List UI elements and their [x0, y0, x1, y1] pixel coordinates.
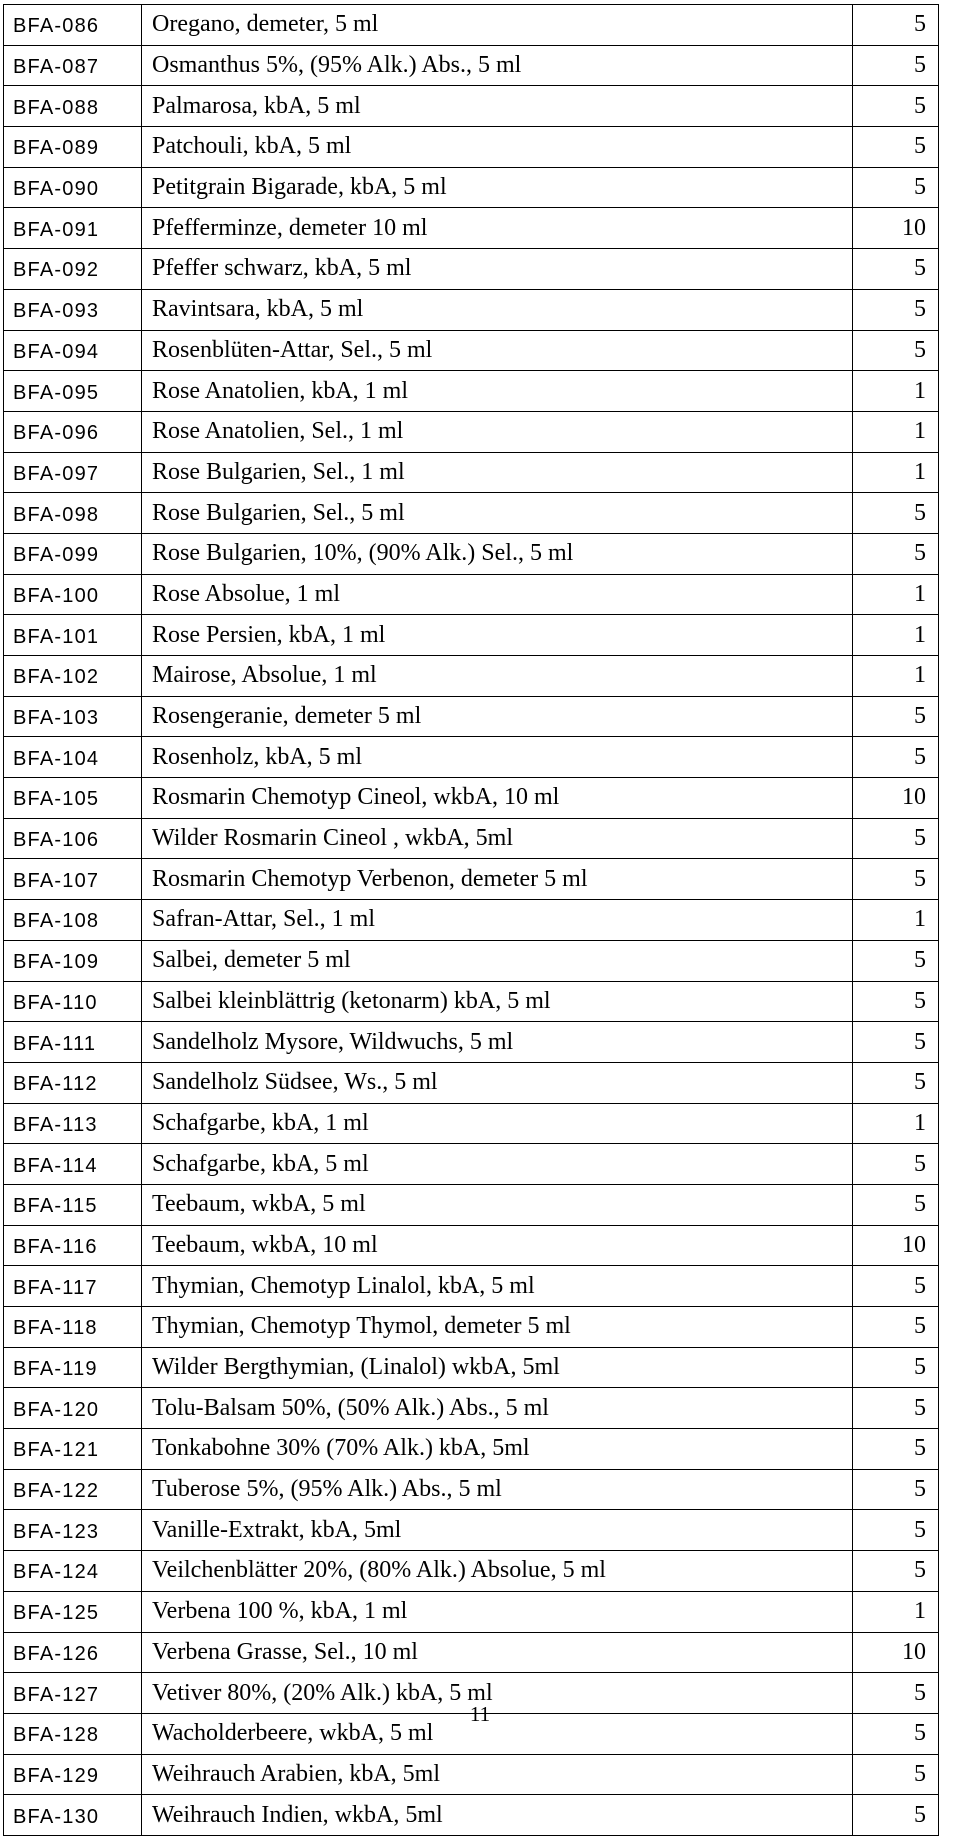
product-description: Rose Persien, kbA, 1 ml — [142, 615, 853, 656]
table-row — [4, 1225, 939, 1266]
product-description: Pfeffer schwarz, kbA, 5 ml — [142, 249, 853, 290]
product-code: BFA-101 — [4, 615, 142, 656]
product-quantity: 5 — [853, 1266, 939, 1307]
product-code: BFA-128 — [4, 1713, 142, 1754]
product-code: BFA-099 — [4, 533, 142, 574]
table-row — [4, 900, 939, 941]
table-row — [4, 981, 939, 1022]
product-quantity: 5 — [853, 1469, 939, 1510]
product-quantity: 5 — [853, 859, 939, 900]
product-code: BFA-089 — [4, 127, 142, 168]
product-description: Sandelholz Südsee, Ws., 5 ml — [142, 1062, 853, 1103]
product-quantity: 5 — [853, 289, 939, 330]
table-row — [4, 574, 939, 615]
table-row — [4, 127, 939, 168]
product-description: Rose Anatolien, kbA, 1 ml — [142, 371, 853, 412]
product-code: BFA-106 — [4, 818, 142, 859]
product-code: BFA-102 — [4, 656, 142, 697]
table-row — [4, 818, 939, 859]
product-description: Safran-Attar, Sel., 1 ml — [142, 900, 853, 941]
product-quantity: 5 — [853, 249, 939, 290]
table-row — [4, 1307, 939, 1348]
product-quantity: 5 — [853, 86, 939, 127]
product-quantity: 5 — [853, 1673, 939, 1714]
product-code: BFA-096 — [4, 411, 142, 452]
product-code: BFA-087 — [4, 45, 142, 86]
product-quantity: 1 — [853, 574, 939, 615]
table-row — [4, 493, 939, 534]
table-row — [4, 289, 939, 330]
product-code: BFA-129 — [4, 1754, 142, 1795]
product-description: Wilder Bergthymian, (Linalol) wkbA, 5ml — [142, 1347, 853, 1388]
product-description: Schafgarbe, kbA, 5 ml — [142, 1144, 853, 1185]
product-code: BFA-117 — [4, 1266, 142, 1307]
product-description: Thymian, Chemotyp Thymol, demeter 5 ml — [142, 1307, 853, 1348]
product-quantity: 5 — [853, 1713, 939, 1754]
product-code: BFA-119 — [4, 1347, 142, 1388]
product-code: BFA-094 — [4, 330, 142, 371]
product-description: Wacholderbeere, wkbA, 5 ml — [142, 1713, 853, 1754]
product-quantity: 5 — [853, 1347, 939, 1388]
product-description: Rosenblüten-Attar, Sel., 5 ml — [142, 330, 853, 371]
table-row — [4, 1266, 939, 1307]
product-quantity: 5 — [853, 1307, 939, 1348]
table-row — [4, 1429, 939, 1470]
product-code: BFA-127 — [4, 1673, 142, 1714]
product-description: Veilchenblätter 20%, (80% Alk.) Absolue, 5 ml — [142, 1551, 853, 1592]
table-row — [4, 1551, 939, 1592]
product-quantity: 1 — [853, 900, 939, 941]
product-code: BFA-120 — [4, 1388, 142, 1429]
product-code: BFA-122 — [4, 1469, 142, 1510]
product-description: Tolu-Balsam 50%, (50% Alk.) Abs., 5 ml — [142, 1388, 853, 1429]
product-code: BFA-109 — [4, 940, 142, 981]
product-quantity: 5 — [853, 330, 939, 371]
product-code: BFA-112 — [4, 1062, 142, 1103]
product-quantity: 5 — [853, 1795, 939, 1836]
product-quantity: 5 — [853, 940, 939, 981]
table-row — [4, 452, 939, 493]
product-code: BFA-110 — [4, 981, 142, 1022]
product-code: BFA-116 — [4, 1225, 142, 1266]
table-row — [4, 940, 939, 981]
product-quantity: 5 — [853, 1754, 939, 1795]
product-quantity: 1 — [853, 656, 939, 697]
product-description: Rose Bulgarien, Sel., 5 ml — [142, 493, 853, 534]
table-row — [4, 1184, 939, 1225]
product-description: Teebaum, wkbA, 5 ml — [142, 1184, 853, 1225]
product-quantity: 10 — [853, 778, 939, 819]
product-quantity: 5 — [853, 1429, 939, 1470]
table-row — [4, 1754, 939, 1795]
table-row — [4, 1388, 939, 1429]
product-code: BFA-124 — [4, 1551, 142, 1592]
product-description: Salbei, demeter 5 ml — [142, 940, 853, 981]
product-description: Oregano, demeter, 5 ml — [142, 5, 853, 46]
product-quantity: 1 — [853, 615, 939, 656]
table-row — [4, 45, 939, 86]
product-description: Weihrauch Indien, wkbA, 5ml — [142, 1795, 853, 1836]
product-description: Rose Absolue, 1 ml — [142, 574, 853, 615]
product-code: BFA-100 — [4, 574, 142, 615]
table-row — [4, 533, 939, 574]
product-quantity: 5 — [853, 127, 939, 168]
product-code: BFA-118 — [4, 1307, 142, 1348]
product-description: Wilder Rosmarin Cineol , wkbA, 5ml — [142, 818, 853, 859]
product-quantity: 5 — [853, 1144, 939, 1185]
product-code: BFA-088 — [4, 86, 142, 127]
product-code: BFA-114 — [4, 1144, 142, 1185]
product-description: Petitgrain Bigarade, kbA, 5 ml — [142, 167, 853, 208]
product-quantity: 5 — [853, 1184, 939, 1225]
product-code: BFA-113 — [4, 1103, 142, 1144]
table-row — [4, 86, 939, 127]
product-code: BFA-093 — [4, 289, 142, 330]
table-row — [4, 737, 939, 778]
product-code: BFA-123 — [4, 1510, 142, 1551]
product-description: Mairose, Absolue, 1 ml — [142, 656, 853, 697]
table-row — [4, 656, 939, 697]
product-quantity: 5 — [853, 533, 939, 574]
product-description: Salbei kleinblättrig (ketonarm) kbA, 5 ml — [142, 981, 853, 1022]
product-quantity: 5 — [853, 167, 939, 208]
product-description: Vanille-Extrakt, kbA, 5ml — [142, 1510, 853, 1551]
product-code: BFA-090 — [4, 167, 142, 208]
table-row — [4, 1591, 939, 1632]
table-row — [4, 1144, 939, 1185]
product-quantity: 5 — [853, 1022, 939, 1063]
product-quantity: 10 — [853, 208, 939, 249]
product-code: BFA-097 — [4, 452, 142, 493]
table-row — [4, 1022, 939, 1063]
product-quantity: 5 — [853, 696, 939, 737]
product-code: BFA-115 — [4, 1184, 142, 1225]
product-quantity: 5 — [853, 1510, 939, 1551]
table-row — [4, 208, 939, 249]
product-quantity: 5 — [853, 45, 939, 86]
product-description: Verbena 100 %, kbA, 1 ml — [142, 1591, 853, 1632]
product-code: BFA-104 — [4, 737, 142, 778]
product-table-body — [4, 5, 939, 1836]
product-description: Ravintsara, kbA, 5 ml — [142, 289, 853, 330]
product-code: BFA-121 — [4, 1429, 142, 1470]
product-description: Rosenholz, kbA, 5 ml — [142, 737, 853, 778]
table-row — [4, 1469, 939, 1510]
product-code: BFA-126 — [4, 1632, 142, 1673]
table-row — [4, 1632, 939, 1673]
product-quantity: 10 — [853, 1225, 939, 1266]
product-description: Rose Anatolien, Sel., 1 ml — [142, 411, 853, 452]
product-code: BFA-103 — [4, 696, 142, 737]
product-quantity: 1 — [853, 1103, 939, 1144]
product-quantity: 5 — [853, 1062, 939, 1103]
product-description: Tonkabohne 30% (70% Alk.) kbA, 5ml — [142, 1429, 853, 1470]
product-quantity: 5 — [853, 818, 939, 859]
product-quantity: 1 — [853, 371, 939, 412]
product-table — [3, 4, 939, 1836]
table-row — [4, 411, 939, 452]
product-code: BFA-086 — [4, 5, 142, 46]
table-row — [4, 371, 939, 412]
product-quantity: 1 — [853, 1591, 939, 1632]
product-description: Teebaum, wkbA, 10 ml — [142, 1225, 853, 1266]
table-row — [4, 1510, 939, 1551]
product-description: Thymian, Chemotyp Linalol, kbA, 5 ml — [142, 1266, 853, 1307]
product-code: BFA-105 — [4, 778, 142, 819]
product-quantity: 5 — [853, 1551, 939, 1592]
product-quantity: 1 — [853, 411, 939, 452]
table-row — [4, 330, 939, 371]
product-description: Pfefferminze, demeter 10 ml — [142, 208, 853, 249]
table-row — [4, 778, 939, 819]
table-row — [4, 615, 939, 656]
product-code: BFA-111 — [4, 1022, 142, 1063]
product-quantity: 5 — [853, 981, 939, 1022]
product-description: Palmarosa, kbA, 5 ml — [142, 86, 853, 127]
product-code: BFA-108 — [4, 900, 142, 941]
product-code: BFA-125 — [4, 1591, 142, 1632]
table-row — [4, 5, 939, 46]
table-row — [4, 167, 939, 208]
product-code: BFA-091 — [4, 208, 142, 249]
product-description: Sandelholz Mysore, Wildwuchs, 5 ml — [142, 1022, 853, 1063]
product-code: BFA-098 — [4, 493, 142, 534]
product-description: Osmanthus 5%, (95% Alk.) Abs., 5 ml — [142, 45, 853, 86]
table-row — [4, 1062, 939, 1103]
product-code: BFA-092 — [4, 249, 142, 290]
product-description: Verbena Grasse, Sel., 10 ml — [142, 1632, 853, 1673]
product-quantity: 5 — [853, 737, 939, 778]
product-quantity: 10 — [853, 1632, 939, 1673]
table-row — [4, 859, 939, 900]
table-row — [4, 1795, 939, 1836]
product-quantity: 5 — [853, 5, 939, 46]
page-number: 11 — [469, 1702, 491, 1726]
table-row — [4, 1347, 939, 1388]
product-description: Rosmarin Chemotyp Verbenon, demeter 5 ml — [142, 859, 853, 900]
product-description: Vetiver 80%, (20% Alk.) kbA, 5 ml — [142, 1673, 853, 1714]
product-quantity: 5 — [853, 1388, 939, 1429]
product-description: Tuberose 5%, (95% Alk.) Abs., 5 ml — [142, 1469, 853, 1510]
product-description: Rosengeranie, demeter 5 ml — [142, 696, 853, 737]
product-code: BFA-107 — [4, 859, 142, 900]
table-row — [4, 696, 939, 737]
product-description: Rose Bulgarien, 10%, (90% Alk.) Sel., 5 ml — [142, 533, 853, 574]
product-code: BFA-095 — [4, 371, 142, 412]
product-code: BFA-130 — [4, 1795, 142, 1836]
product-description: Rose Bulgarien, Sel., 1 ml — [142, 452, 853, 493]
product-quantity: 1 — [853, 452, 939, 493]
table-row — [4, 249, 939, 290]
product-description: Patchouli, kbA, 5 ml — [142, 127, 853, 168]
product-description: Rosmarin Chemotyp Cineol, wkbA, 10 ml — [142, 778, 853, 819]
product-quantity: 5 — [853, 493, 939, 534]
product-description: Schafgarbe, kbA, 1 ml — [142, 1103, 853, 1144]
product-description: Weihrauch Arabien, kbA, 5ml — [142, 1754, 853, 1795]
table-row — [4, 1103, 939, 1144]
